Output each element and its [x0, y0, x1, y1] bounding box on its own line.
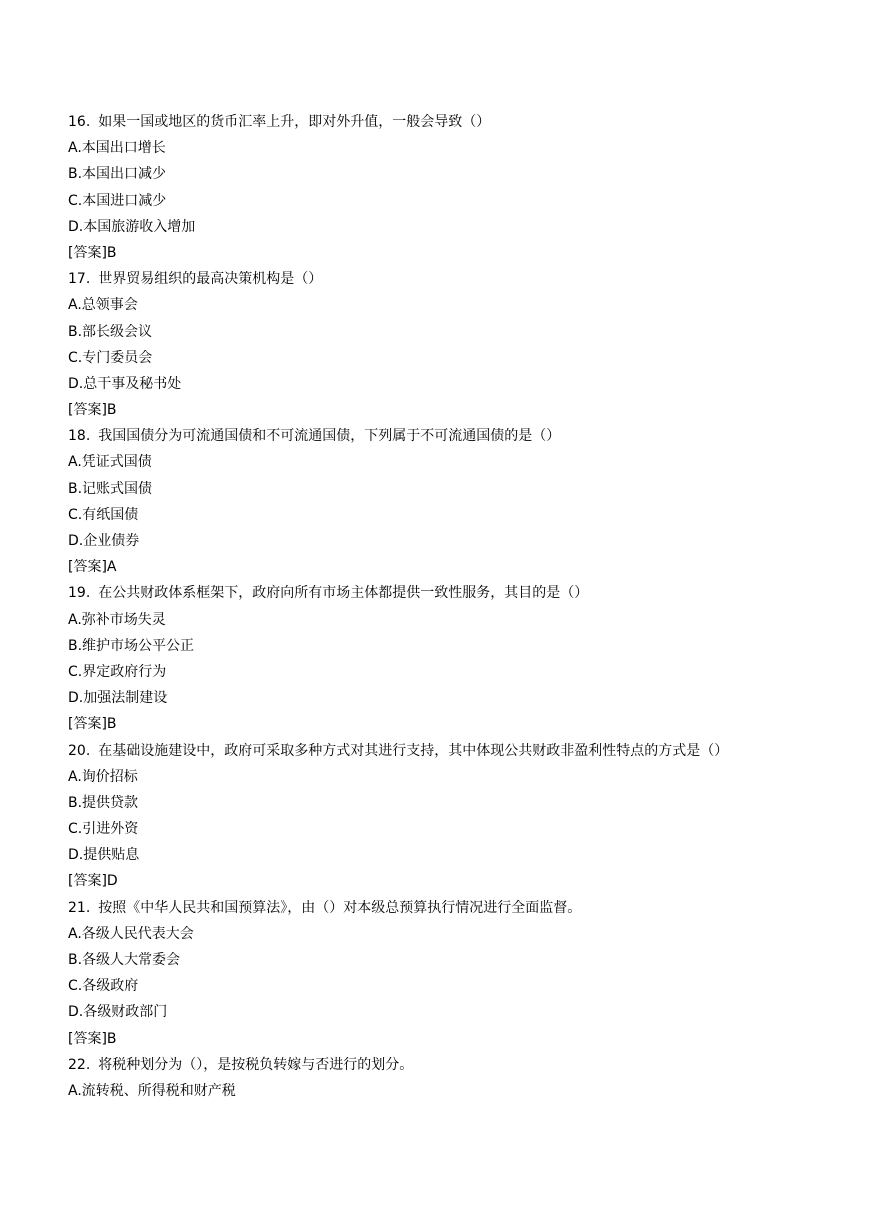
answer-key: [答案]B: [68, 1030, 117, 1047]
question-text: 世界贸易组织的最高决策机构是（）: [98, 271, 323, 288]
question-number: 20.: [68, 742, 91, 759]
question-number: 21.: [68, 899, 91, 916]
answer-option: C.各级政府: [68, 978, 139, 995]
question-text: 将税种划分为（），是按税负转嫁与否进行的划分。: [98, 1056, 414, 1073]
answer-key: [答案]D: [68, 873, 118, 890]
question-line: [68, 580, 838, 606]
question-text: 在基础设施建设中，政府可采取多种方式对其进行支持，其中体现公共财政非盈利性特点的方式是（）: [98, 742, 729, 759]
question-number: 17.: [68, 271, 91, 288]
question-number: 16.: [68, 114, 91, 130]
answer-key: [答案]B: [68, 402, 117, 419]
answer-option: C.有纸国债: [68, 506, 139, 523]
answer-option: D.企业债券: [68, 533, 140, 549]
document-body: [68, 109, 838, 1104]
answer-option: D.总干事及秘书处: [68, 375, 182, 392]
question-line: [68, 1052, 838, 1078]
question-line: [68, 109, 838, 135]
question-number: 19.: [68, 585, 91, 602]
question-text: 如果一国或地区的货币汇率上升，即对外升值，一般会导致（）: [98, 114, 491, 130]
answer-key: [答案]B: [68, 716, 117, 733]
question-line: [68, 738, 838, 764]
question-text: 按照《中华人民共和国预算法》，由（）对本级总预算执行情况进行全面监督。: [98, 899, 582, 916]
answer-option: A.凭证式国债: [68, 454, 152, 471]
question-text: 在公共财政体系框架下，政府向所有市场主体都提供一致性服务，其目的是（）: [98, 585, 589, 602]
answer-option: A.弥补市场失灵: [68, 611, 166, 628]
answer-option: C.本国进口减少: [68, 192, 167, 209]
answer-option: C.界定政府行为: [68, 663, 167, 680]
answer-option: D.各级财政部门: [68, 1004, 168, 1021]
answer-option: A.本国出口增长: [68, 140, 166, 157]
answer-option: A.总领事会: [68, 297, 138, 314]
answer-key: [答案]A: [68, 559, 117, 576]
answer-key: [答案]B: [68, 244, 117, 261]
answer-option: B.维护市场公平公正: [68, 637, 195, 654]
question-line: [68, 266, 838, 292]
answer-option: A.流转税、所得税和财产税: [68, 1082, 236, 1099]
answer-option: A.询价招标: [68, 768, 138, 785]
answer-option: D.提供贴息: [68, 847, 140, 864]
answer-option: C.引进外资: [68, 821, 139, 838]
answer-option: B.部长级会议: [68, 323, 153, 340]
question-line: [68, 895, 838, 921]
answer-option: D.加强法制建设: [68, 690, 168, 707]
answer-option: A.各级人民代表大会: [68, 925, 194, 942]
answer-option: C.专门委员会: [68, 349, 153, 366]
answer-option: B.各级人大常委会: [68, 952, 181, 968]
answer-option: B.本国出口减少: [68, 166, 167, 183]
question-number: 18.: [68, 428, 91, 445]
question-number: 22.: [68, 1056, 91, 1073]
question-text: 我国国债分为可流通国债和不可流通国债，下列属于不可流通国债的是（）: [98, 428, 561, 445]
answer-option: B.记账式国债: [68, 480, 153, 497]
question-line: [68, 423, 838, 449]
answer-option: B.提供贷款: [68, 794, 139, 811]
answer-option: D.本国旅游收入增加: [68, 218, 196, 235]
